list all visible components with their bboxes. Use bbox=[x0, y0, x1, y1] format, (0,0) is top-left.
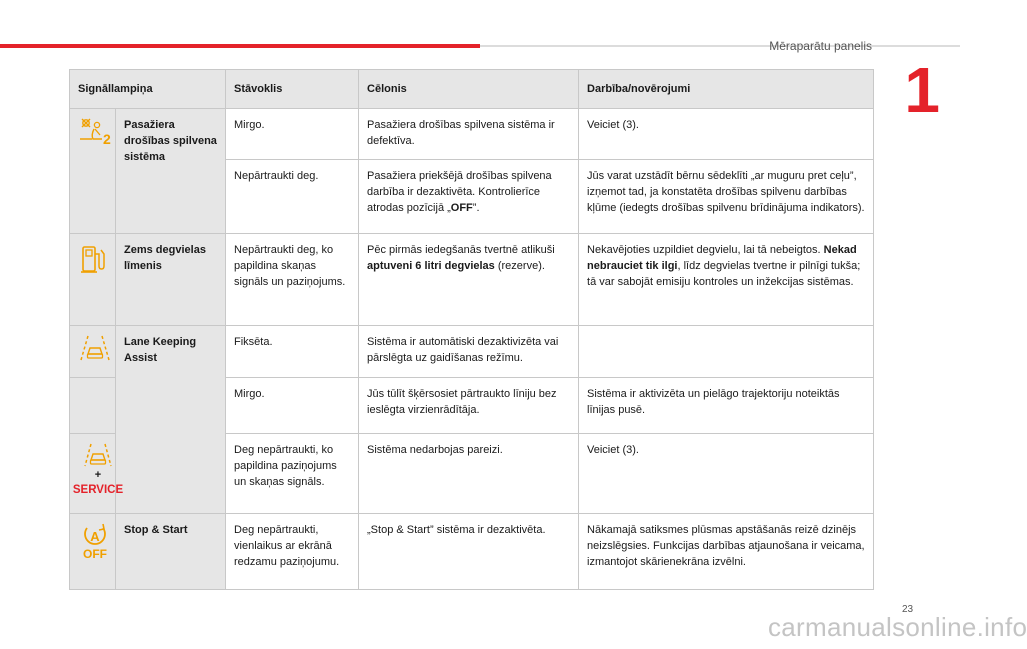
airbag-state-2: Nepārtraukti deg. bbox=[226, 160, 359, 234]
lka-action-2: Sistēma ir aktivizēta un pielāgo trajektoriju noteiktās līnijas pusē. bbox=[579, 378, 874, 434]
lka-icon-cell-empty bbox=[70, 378, 116, 434]
header-rule bbox=[480, 45, 960, 47]
table-row bbox=[70, 514, 874, 590]
fuel-cause: Pēc pirmās iedegšanās tvertnē atlikuši aptuveni 6 litri degvielas (rezerve). bbox=[359, 234, 579, 326]
lka-action-3: Veiciet (3). bbox=[579, 434, 874, 514]
lka-name: Lane Keeping Assist bbox=[116, 326, 226, 514]
stopstart-state: Deg nepārtraukti, vienlaikus ar ekrānā redzamu paziņojumu. bbox=[226, 514, 359, 590]
svg-text:2: 2 bbox=[103, 131, 111, 147]
airbag-cause-1: Pasažiera drošības spilvena sistēma ir defektīva. bbox=[359, 109, 579, 160]
table-row bbox=[70, 234, 874, 326]
lka-icon-cell bbox=[70, 326, 116, 378]
service-plus: + bbox=[94, 469, 102, 481]
lka-action-1 bbox=[579, 326, 874, 378]
lane-keeping-service-icon bbox=[72, 442, 124, 498]
stopstart-icon-off: OFF bbox=[83, 547, 107, 561]
column-header-state: Stāvoklis bbox=[226, 70, 359, 109]
lka-state-2: Mirgo. bbox=[226, 378, 359, 434]
stopstart-name: Stop & Start bbox=[116, 514, 226, 590]
lka-state-3: Deg nepārtraukti, ko papildina paziņojums un skaņas signāls. bbox=[226, 434, 359, 514]
lka-cause-3: Sistēma nedarbojas pareizi. bbox=[359, 434, 579, 514]
lka-service-icon-cell bbox=[70, 434, 124, 514]
service-label: SERVICE bbox=[72, 484, 124, 496]
lka-state-1: Fiksēta. bbox=[226, 326, 359, 378]
column-header-signal-light: Signāllampiņa bbox=[70, 70, 226, 109]
stopstart-icon-cell bbox=[70, 514, 116, 590]
fuel-action: Nekavējoties uzpildiet degvielu, lai tā nebeigtos. Nekad nebrauciet tik ilgi, līdz degvielas tvertne ir pilnīgi tukša; tā var sabojāt emisiju kontroles un inžekcijas sistēmas. bbox=[579, 234, 874, 326]
stopstart-icon-letter: A bbox=[90, 529, 100, 544]
lane-keeping-icon bbox=[78, 334, 112, 362]
lka-cause-1: Sistēma ir automātiski dezaktivizēta vai pārslēgta uz gaidīšanas režīmu. bbox=[359, 326, 579, 378]
table-header-row bbox=[70, 70, 874, 109]
warning-lights-table bbox=[69, 69, 874, 590]
lka-cause-2: Jūs tūlīt šķērsosiet pārtraukto līniju bez ieslēgta virzienrādītāja. bbox=[359, 378, 579, 434]
fuel-state: Nepārtraukti deg, ko papildina skaņas signāls un paziņojums. bbox=[226, 234, 359, 326]
chapter-number: 1 bbox=[904, 54, 940, 126]
fuel-name: Zems degvielas līmenis bbox=[116, 234, 226, 326]
stop-start-off-icon bbox=[78, 522, 112, 562]
stopstart-cause: „Stop & Start” sistēma ir dezaktivēta. bbox=[359, 514, 579, 590]
airbag-state-1: Mirgo. bbox=[226, 109, 359, 160]
header-accent-bar bbox=[0, 44, 480, 48]
watermark: carmanualsonline.info bbox=[768, 612, 1027, 642]
table-row bbox=[70, 109, 874, 160]
column-header-cause: Cēlonis bbox=[359, 70, 579, 109]
table-row bbox=[70, 326, 874, 378]
passenger-airbag-off-icon bbox=[78, 117, 114, 147]
fuel-pump-icon bbox=[78, 242, 108, 276]
section-title: Mēraparātu panelis bbox=[769, 39, 872, 53]
airbag-action-2: Jūs varat uzstādīt bērnu sēdeklīti „ar muguru pret ceļu”, izņemot tad, ja konstatēta drošības spilvenu darbības kļūme (iedegts drošības spilvenu brīdinājuma indikators). bbox=[579, 160, 874, 234]
airbag-icon-cell bbox=[70, 109, 116, 234]
airbag-action-1: Veiciet (3). bbox=[579, 109, 874, 160]
airbag-cause-2: Pasažiera priekšējā drošības spilvena darbība ir dezaktivēta. Kontrolierīce atrodas pozīcijā „OFF”. bbox=[359, 160, 579, 234]
stopstart-action: Nākamajā satiksmes plūsmas apstāšanās reizē dzinējs neizslēgsies. Funkcijas darbības atjaunošana ir veicama, izmantojot skārienekrāna izvēlni. bbox=[579, 514, 874, 590]
column-header-action: Darbība/novērojumi bbox=[579, 70, 874, 109]
page-number: 23 bbox=[902, 604, 914, 615]
fuel-icon-cell bbox=[70, 234, 116, 326]
airbag-name: Pasažiera drošības spilvena sistēma bbox=[116, 109, 226, 234]
